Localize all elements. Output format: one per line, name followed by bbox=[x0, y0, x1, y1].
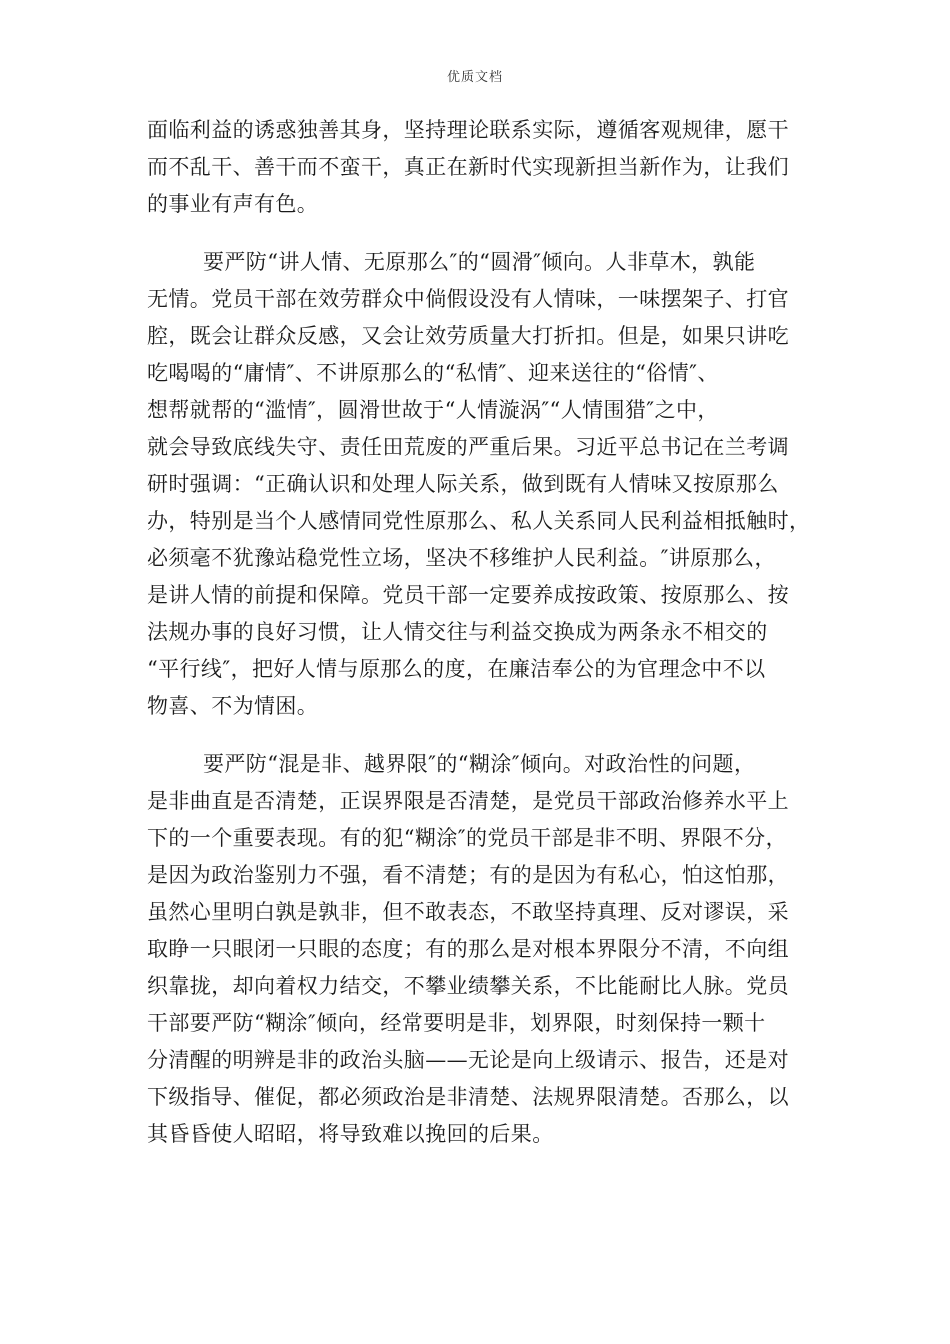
text-line: 其昏昏使人昭昭，将导致难以挽回的后果。 bbox=[147, 1122, 554, 1146]
text-line: 是非曲直是否清楚，正误界限是否清楚，是党员干部政治修养水平上 bbox=[147, 789, 789, 813]
text-line: 就会导致底线失守、责任田荒废的严重后果。习近平总书记在兰考调 bbox=[147, 435, 789, 459]
text-line: 是讲人情的前提和保障。党员干部一定要养成按政策、按原那么、按 bbox=[147, 583, 789, 607]
paragraph-2 bbox=[147, 244, 811, 725]
text-line: 的事业有声有色。 bbox=[147, 192, 319, 216]
text-line: 而不乱干、善干而不蛮干，真正在新时代实现新担当新作为，让我们 bbox=[147, 155, 789, 179]
page-header: 优质文档 bbox=[446, 70, 503, 85]
text-line: 腔，既会让群众反感，又会让效劳质量大打折扣。但是，如果只讲吃 bbox=[147, 324, 789, 348]
document-body bbox=[147, 112, 811, 1153]
text-line: 面临利益的诱惑独善其身，坚持理论联系实际，遵循客观规律，愿干 bbox=[147, 118, 789, 142]
text-line: 物喜、不为情困。 bbox=[147, 694, 319, 718]
text-line: 要严防“讲人情、无原那么″的“圆滑″倾向。人非草木，孰能 bbox=[203, 250, 756, 274]
paragraph-3 bbox=[147, 746, 807, 1153]
text-line: 虽然心里明白孰是孰非，但不敢表态，不敢坚持真理、反对谬误，采 bbox=[147, 900, 789, 924]
text-line: 想帮就帮的“滥情″，圆滑世故于“人情漩涡″“人情围猎″之中， bbox=[147, 398, 719, 422]
text-line: 干部要严防“糊涂″倾向，经常要明是非，划界限，时刻保持一颗十 bbox=[147, 1011, 766, 1035]
text-line: 无情。党员干部在效劳群众中倘假设没有人情味，一味摆架子、打官 bbox=[147, 287, 789, 311]
text-line: 取睁一只眼闭一只眼的态度；有的那么是对根本界限分不清，不向组 bbox=[147, 937, 789, 961]
text-line: 下级指导、催促，都必须政治是非清楚、法规界限清楚。否那么，以 bbox=[147, 1085, 789, 1109]
text-line: “平行线″，把好人情与原那么的度，在廉洁奉公的为官理念中不以 bbox=[147, 657, 766, 681]
text-line: 要严防“混是非、越界限″的“糊涂″倾向。对政治性的问题， bbox=[203, 752, 756, 776]
text-line: 办，特别是当个人感情同党性原那么、私人关系同人民利益相抵触时， bbox=[147, 509, 811, 533]
paragraph-1 bbox=[147, 112, 807, 223]
text-line: 下的一个重要表现。有的犯“糊涂″的党员干部是非不明、界限不分， bbox=[147, 826, 787, 850]
text-line: 吃喝喝的“庸情″、不讲原那么的“私情″、迎来送往的“俗情″、 bbox=[147, 361, 719, 385]
text-line: 法规办事的良好习惯，让人情交往与利益交换成为两条永不相交的 bbox=[147, 620, 768, 644]
text-line: 是因为政治鉴别力不强，看不清楚；有的是因为有私心，怕这怕那， bbox=[147, 863, 789, 887]
text-line: 分清醒的明辨是非的政治头脑——无论是向上级请示、报告，还是对 bbox=[147, 1048, 789, 1072]
text-line: 织靠拢，却向着权力结交，不攀业绩攀关系，不比能耐比人脉。党员 bbox=[147, 974, 789, 998]
text-line: 必须毫不犹豫站稳党性立场，坚决不移维护人民利益。″讲原那么， bbox=[147, 546, 776, 570]
text-line: 研时强调：“正确认识和处理人际关系，做到既有人情味又按原那么 bbox=[147, 472, 779, 496]
